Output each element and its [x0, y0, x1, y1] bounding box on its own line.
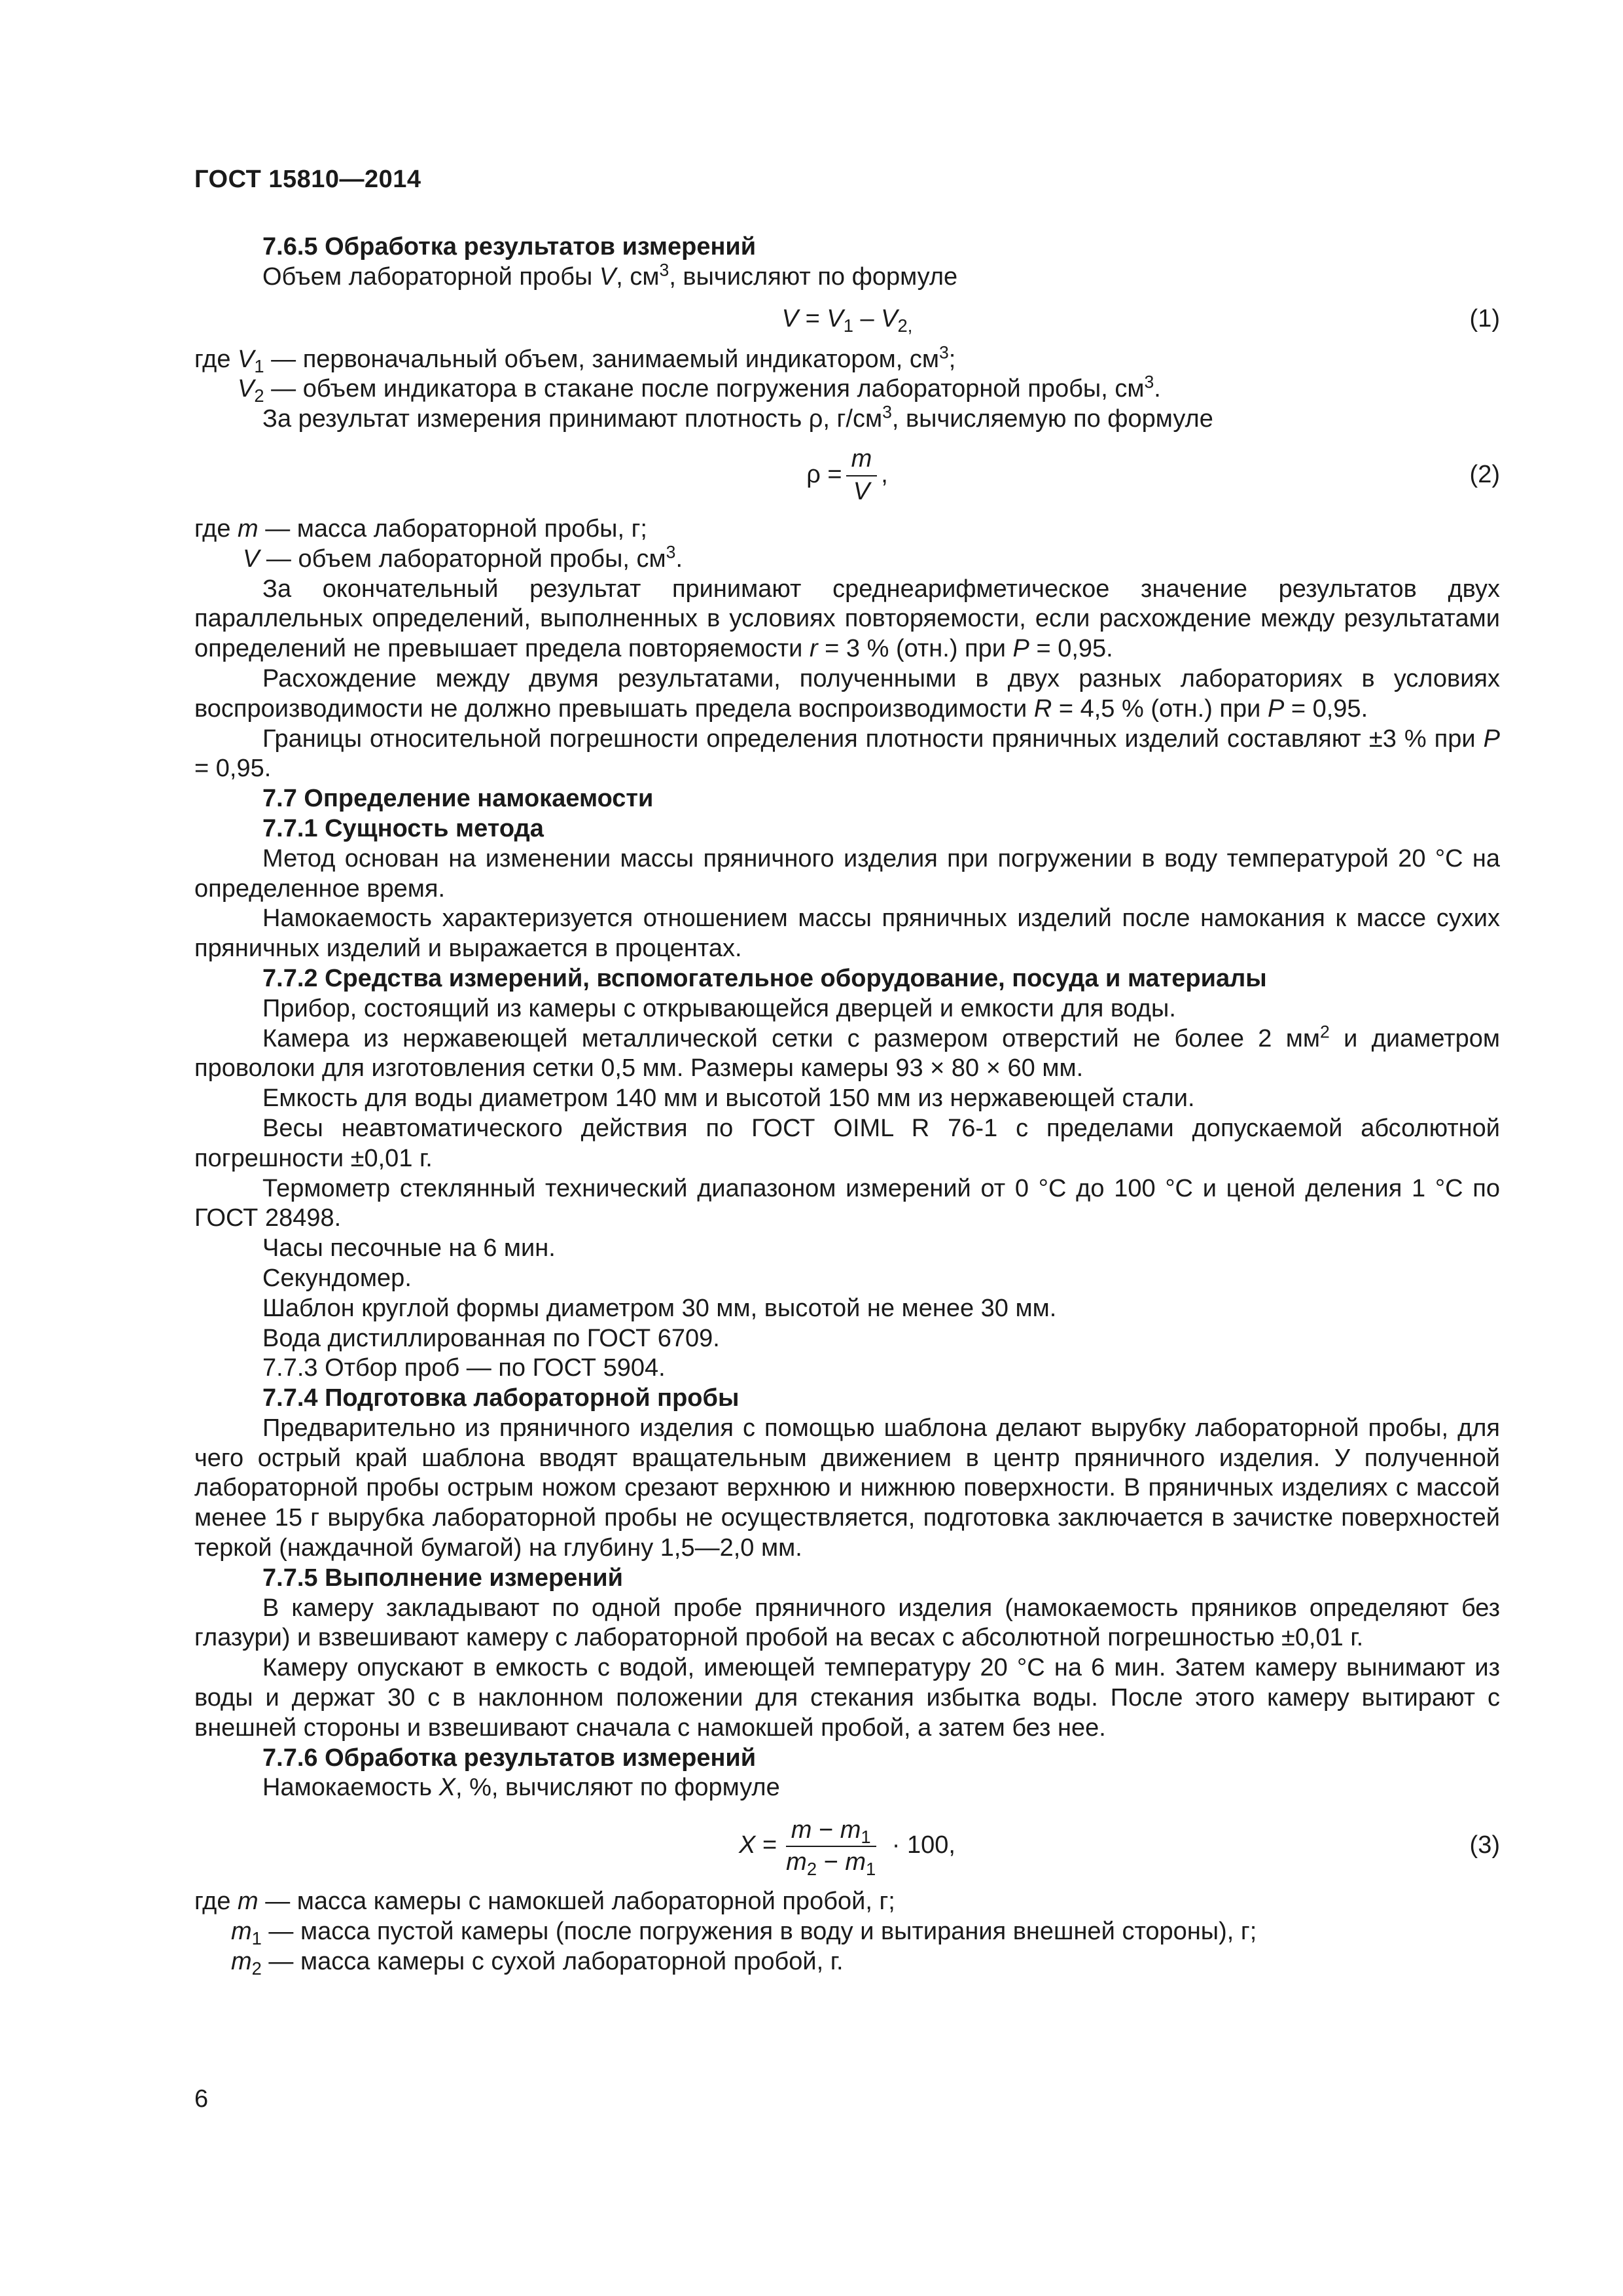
paragraph: Границы относительной погрешности определения плотности пряничных изделий составляют ±3 % при P = 0,95. [194, 725, 1500, 783]
paragraph: Намокаемость характеризуется отношением массы пряничных изделий после намокания к массе сухих пряничных изделий и выражается в процентах. [194, 905, 1500, 963]
paragraph: Секундомер. [262, 1264, 412, 1292]
section-heading-7-7-2: 7.7.2 Средства измерений, вспомогательное оборудование, посуда и материалы [262, 964, 1267, 992]
paragraph: Расхождение между двумя результатами, полученными в двух разных лабораториях в условиях воспроизводимости не должно превышать предела воспроизводимости R = 4,5 % (отн.) при P = 0,95. [194, 664, 1500, 723]
section-heading-7-6-5: 7.6.5 Обработка результатов измерений [262, 233, 757, 260]
paragraph: Шаблон круглой формы диаметром 30 мм, высотой не менее 30 мм. [262, 1294, 1057, 1322]
paragraph: Термометр стеклянный технический диапазоном измерений от 0 °С до 100 °С и ценой деления 1 °С по ГОСТ 28498. [194, 1174, 1500, 1232]
paragraph: Камеру опускают в емкость с водой, имеющей температуру 20 °С на 6 мин. Затем камеру вынимают из воды и держат 30 с в наклонном положении для стекания избытка воды. После этого камеру вытирают с внешней стороны и взвешивают сначала с намокшей пробой, а затем без нее. [194, 1654, 1500, 1742]
formula-expression: $V = V_1 - V_{2,}$ [781, 304, 913, 336]
section-heading-7-7: 7.7 Определение намокаемости [262, 785, 654, 813]
fraction: $\frac{m}{V}$ [846, 445, 878, 506]
paragraph: За окончательный результат принимают среднеарифметическое значение результатов двух параллельных определений, выполненных в условиях повторяемости, если расхождение между результатами определений не превышает предела повторяемости r = 3 % (отн.) при P = 0,95. [194, 575, 1500, 663]
paragraph: Метод основан на изменении массы пряничного изделия при погружении в воду температурой 20 °С на определенное время. [194, 844, 1500, 903]
paragraph: Камера из нержавеющей металлической сетки с размером отверстий не более 2 $мм^2$ и диаметром проволоки для изготовления сетки 0,5 мм. Размеры камеры 93 × 80 × 60 мм. [194, 1022, 1500, 1083]
fraction: $\frac{m - m_1}{m_2 - m_1}$ [786, 1816, 876, 1880]
paragraph: Весы неавтоматического действия по ГОСТ OIML R 76-1 с пределами допускаемой абсолютной погрешности ±0,01 г. [194, 1114, 1500, 1172]
equation-number: (1) [1469, 304, 1500, 332]
section-heading-7-7-4: 7.7.4 Подготовка лабораторной пробы [262, 1384, 740, 1412]
formula-2 [194, 435, 1500, 514]
paragraph: Объем лабораторной пробы V, $см^3$, вычисляют по формуле [262, 260, 958, 291]
page-number: 6 [194, 2085, 209, 2113]
paragraph: В камеру закладывают по одной пробе пряничного изделия (намокаемость пряников определяют без глазури) и взвешивают камеру с лабораторной пробой на весах с абсолютной погрешностью ±0,01 г. [194, 1594, 1500, 1652]
section-heading-7-7-6: 7.7.6 Обработка результатов измерений [262, 1744, 757, 1772]
definition-line: $m_2$ — масса камеры с сухой лабораторной пробой, г. [231, 1947, 844, 1979]
formula-expression: X = $\frac{m - m_1}{m_2 - m_1}$ · 100, [739, 1816, 955, 1880]
paragraph: За результат измерения принимают плотность ρ, $г/см^3$, вычисляемую по формуле [262, 402, 1213, 433]
definition-line: $m_1$ — масса пустой камеры (после погружения в воду и вытирания внешней стороны), г; [231, 1918, 1257, 1949]
paragraph: Вода дистиллированная по ГОСТ 6709. [262, 1324, 720, 1352]
paragraph: Прибор, состоящий из камеры с открывающейся дверцей и емкости для воды. [262, 994, 1176, 1022]
formula-3 [194, 1803, 1500, 1887]
paragraph: Емкость для воды диаметром 140 мм и высотой 150 мм из нержавеющей стали. [262, 1085, 1195, 1113]
section-heading-7-7-1: 7.7.1 Сущность метода [262, 814, 544, 842]
section-heading-7-7-5: 7.7.5 Выполнение измерений [262, 1564, 623, 1592]
paragraph: Предварительно из пряничного изделия с помощью шаблона делают вырубку лабораторной пробы, для чего острый край шаблона вводят вращательным движением в центр пряничного изделия. У полученной лабораторной пробы острым ножом срезают верхнюю и нижнюю поверхности. В пряничных изделиях с массой менее 15 г вырубка лабораторной пробы не осуществляется, подготовка заключается в зачистке поверхностей теркой (наждачной бумагой) на глубину 1,5—2,0 мм. [194, 1414, 1500, 1562]
paragraph: Намокаемость X, %, вычисляют по формуле [262, 1774, 780, 1802]
equation-number: (2) [1469, 460, 1500, 488]
document-header: ГОСТ 15810—2014 [194, 166, 421, 193]
equation-number: (3) [1469, 1831, 1500, 1859]
paragraph-7-7-3: 7.7.3 Отбор проб — по ГОСТ 5904. [262, 1354, 666, 1382]
definition-line: где m — масса лабораторной пробы, г; [194, 514, 647, 543]
definition-line: где m — масса камеры с намокшей лабораторной пробой, г; [194, 1888, 895, 1916]
document-body [194, 232, 1500, 1977]
paragraph: Часы песочные на 6 мин. [262, 1234, 556, 1263]
formula-expression: ρ = $\frac{m}{V}$ , [806, 445, 888, 505]
definition-line: $V_2$ — объем индикатора в стакане после погружения лабораторной пробы, $см^3$. [238, 372, 1161, 406]
formula-1 [194, 293, 1500, 345]
definition-line: где $V_1$ — первоначальный объем, занимаемый индикатором, $см^3$; [194, 342, 956, 376]
definition-line: V — объем лабораторной пробы, $см^3$. [243, 542, 683, 573]
